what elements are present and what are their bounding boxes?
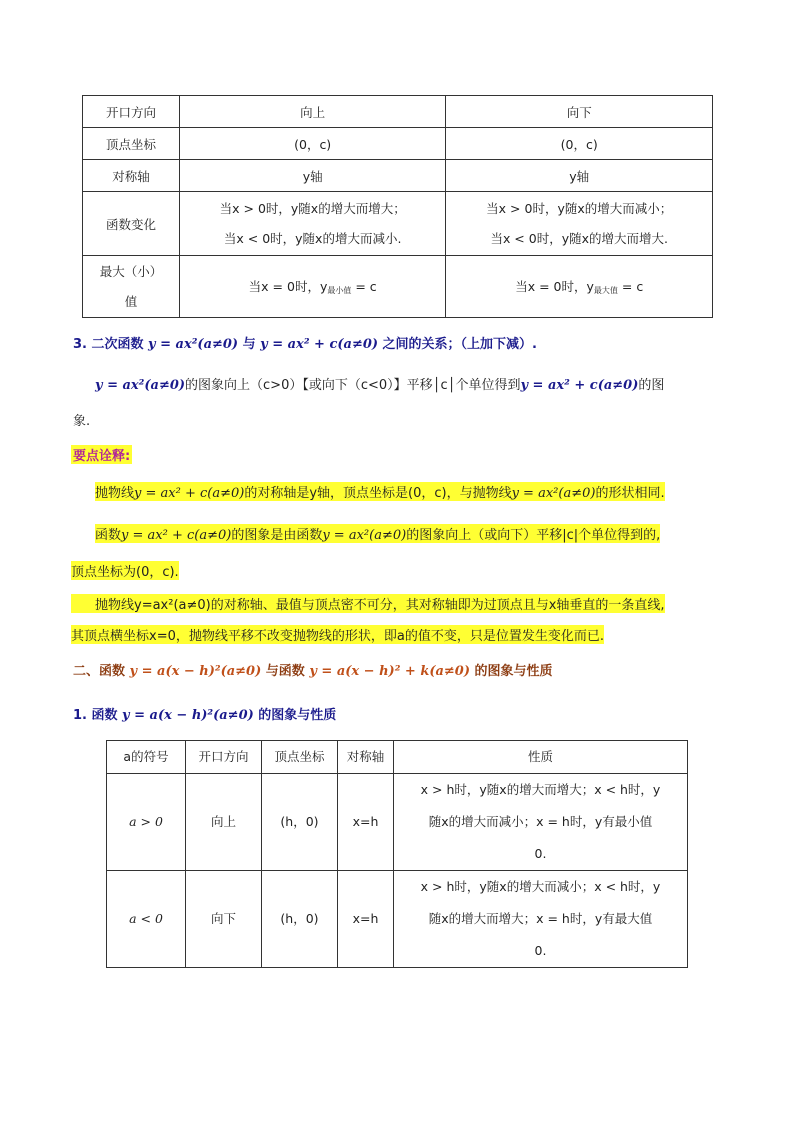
cell-line: 当x > 0时，y随x的增大而减小；: [486, 200, 673, 216]
cell-line: 当x > 0时，y随x的增大而增大；: [219, 200, 406, 216]
text: 的图: [638, 378, 665, 393]
cell-up: 向上: [179, 96, 446, 128]
section-2-1-heading: [73, 704, 336, 723]
properties-table-1: [82, 95, 713, 318]
property-line: x > h时，y随x的增大而增大；x < h时，y: [420, 782, 661, 797]
vertex-cell: (h，0): [262, 871, 338, 968]
table-row: [83, 96, 713, 128]
label-line: 值: [124, 293, 138, 309]
row-label: 对称轴: [83, 160, 180, 192]
formula: y = ax²(a≠0): [511, 486, 596, 501]
cell-up: y轴: [179, 160, 446, 192]
direction-cell: 向上: [186, 774, 262, 871]
formula: y = ax²(a≠0): [148, 337, 239, 352]
key-point-3-line2: 其顶点横坐标x=0，抛物线平移不改变抛物线的形状，即a的值不变，只是位置发生变化而已.: [71, 625, 604, 644]
row-label: 函数变化: [83, 192, 180, 256]
key-point-2-line2: 顶点坐标为(0，c).: [71, 561, 179, 580]
sign-cell: a < 0: [107, 871, 186, 968]
table-header-row: [107, 741, 688, 774]
key-point-2: [95, 524, 660, 543]
heading-text: 3. 二次函数: [73, 337, 149, 352]
cell-text: = c: [351, 279, 377, 294]
cell-up: [179, 256, 446, 318]
text: 的图象是由函数: [231, 528, 323, 543]
heading-text: 之间的关系；（上加下减）.: [378, 337, 537, 352]
formula: y = ax² + c(a≠0): [134, 486, 245, 501]
cell-up: (0，c): [179, 128, 446, 160]
cell-text: 当x = 0时，y: [515, 279, 594, 294]
cell-down: [446, 256, 713, 318]
key-point-1: [95, 482, 665, 501]
table-row: [107, 774, 688, 871]
cell-down: [446, 192, 713, 256]
properties-table-2: [106, 740, 688, 968]
key-point-3: [71, 594, 665, 613]
formula: y = ax² + c(a≠0): [121, 528, 232, 543]
heading-text: 的图象与性质: [470, 664, 553, 679]
formula: y = a(x − h)² + k(a≠0): [309, 664, 471, 679]
cell-line: 当x < 0时，y随x的增大而减小.: [223, 230, 402, 246]
property-cell: [394, 871, 688, 968]
column-header: 对称轴: [338, 741, 394, 774]
formula: y = ax²(a≠0): [95, 378, 186, 393]
property-line: 0.: [534, 846, 547, 861]
text: 抛物线: [95, 486, 135, 501]
axis-cell: x=h: [338, 871, 394, 968]
cell-text: 当x = 0时，y: [248, 279, 328, 294]
direction-cell: 向下: [186, 871, 262, 968]
table-row: [83, 160, 713, 192]
cell-down: (0，c): [446, 128, 713, 160]
text: 的图象向上（或向下）平移|c|个单位得到的,: [406, 528, 661, 543]
paragraph: [95, 374, 664, 393]
row-label: [83, 256, 180, 318]
heading-text: 1. 函数: [73, 708, 123, 723]
row-label: 开口方向: [83, 96, 180, 128]
property-line: x > h时，y随x的增大而减小；x < h时，y: [420, 879, 661, 894]
heading-text: 与: [238, 337, 261, 352]
text: 的形状相同.: [595, 486, 665, 501]
axis-cell: x=h: [338, 774, 394, 871]
cell-up: [179, 192, 446, 256]
text: 的对称轴是y轴，顶点坐标是(0，c)，与抛物线: [244, 486, 512, 501]
column-header: 开口方向: [186, 741, 262, 774]
column-header: 顶点坐标: [262, 741, 338, 774]
paragraph-line: 象.: [73, 414, 91, 429]
heading-text: 的图象与性质: [253, 708, 337, 723]
vertex-cell: (h，0): [262, 774, 338, 871]
row-label: 顶点坐标: [83, 128, 180, 160]
formula: y = ax²(a≠0): [322, 528, 407, 543]
column-header: 性质: [394, 741, 688, 774]
cell-down: 向下: [446, 96, 713, 128]
cell-down: y轴: [446, 160, 713, 192]
formula: y = a(x − h)²(a≠0): [122, 708, 254, 723]
property-cell: [394, 774, 688, 871]
column-header: a的符号: [107, 741, 186, 774]
formula: y = ax² + c(a≠0): [520, 378, 639, 393]
cell-line: 当x < 0时，y随x的增大而增大.: [490, 230, 668, 246]
text: 的图象向上（c>0）【或向下（c<0）】平移│c│个单位得到: [185, 378, 521, 393]
section-3-heading: [73, 333, 537, 352]
property-line: 随x的增大而减小；x = h时，y有最小值: [428, 814, 653, 829]
text: 函数: [95, 528, 122, 543]
table-row: [83, 192, 713, 256]
property-line: 随x的增大而增大；x = h时，y有最大值: [428, 911, 653, 926]
subscript: 最小值: [327, 286, 352, 295]
section-2-heading: [73, 660, 553, 679]
formula: y = ax² + c(a≠0): [260, 337, 379, 352]
heading-text: 与函数: [261, 664, 310, 679]
cell-text: = c: [617, 279, 644, 294]
heading-text: 二、函数: [73, 664, 130, 679]
text: 抛物线y=ax²(a≠0)的对称轴、最值与顶点密不可分，其对称轴即为过顶点且与x轴垂直的一条直线,: [95, 598, 665, 613]
table-row: [107, 871, 688, 968]
table-row: [83, 128, 713, 160]
table-row: [83, 256, 713, 318]
key-points-heading: 要点诠释:: [71, 445, 132, 464]
property-line: 0.: [534, 943, 547, 958]
sign-cell: a > 0: [107, 774, 186, 871]
formula: y = a(x − h)²(a≠0): [129, 664, 262, 679]
label-line: 最大（小）: [99, 263, 163, 279]
subscript: 最大值: [593, 286, 618, 295]
